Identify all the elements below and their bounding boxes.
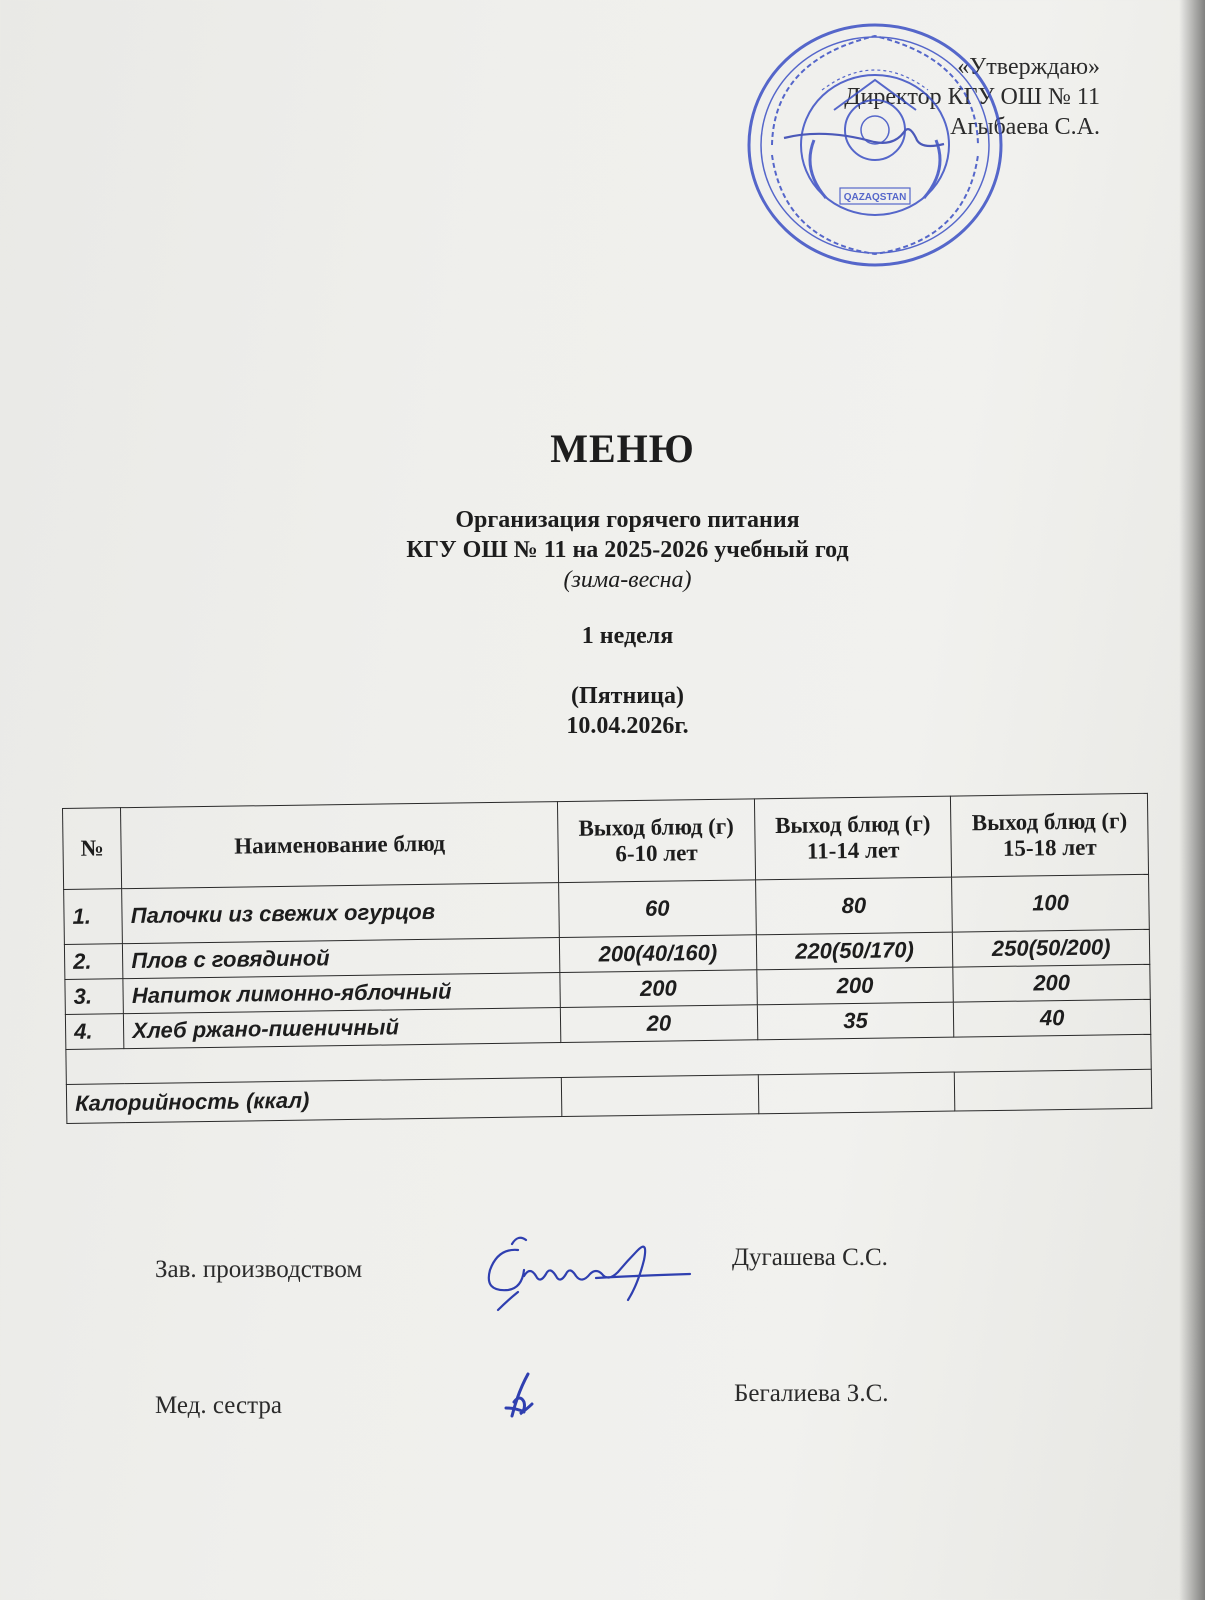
heading-week: 1 неделя: [581, 623, 674, 649]
heading-block: [0, 505, 1205, 741]
heading-line-2: КГУ ОШ № 11 на 2025-2026 учебный год: [406, 537, 849, 563]
row-yield-6-10: 60: [559, 880, 756, 938]
row-yield-15-18: 250(50/200): [953, 929, 1150, 967]
table-header-row: [63, 793, 1149, 889]
row-yield-15-18: 200: [953, 964, 1150, 1002]
header-yield-15-18: Выход блюд (г) 15-18 лет: [951, 793, 1149, 877]
production-role: Зав. производством: [155, 1256, 363, 1283]
heading-date: 10.04.2026г.: [566, 713, 689, 739]
nurse-name: Бегалиева З.С.: [734, 1380, 889, 1407]
approval-line-1: «Утверждаю»: [957, 54, 1100, 80]
row-dish-name: Хлеб ржано-пшеничный: [124, 1008, 561, 1049]
header-number: №: [63, 808, 122, 890]
calories-6-10: [561, 1075, 758, 1117]
calories-11-14: [758, 1072, 955, 1114]
stamp-text: QAZAQSTAN: [843, 192, 907, 203]
document-title: МЕНЮ: [550, 426, 695, 471]
row-dish-name: Палочки из свежих огурцов: [122, 883, 559, 944]
approval-line-3: Агыбаева С.А.: [950, 114, 1100, 140]
row-number: 3.: [65, 979, 124, 1015]
heading-line-1: Организация горячего питания: [455, 507, 800, 533]
nurse-role: Мед. сестра: [155, 1392, 282, 1419]
official-stamp: [744, 20, 1006, 270]
header-dish-name: Наименование блюд: [121, 802, 559, 889]
heading-day: (Пятница): [571, 683, 684, 709]
row-number: 2.: [64, 944, 123, 980]
row-yield-11-14: 35: [757, 1002, 954, 1040]
row-yield-6-10: 20: [560, 1005, 757, 1043]
row-dish-name: Плов с говядиной: [123, 938, 560, 979]
approval-line-2: Директор КГУ ОШ № 11: [844, 84, 1100, 110]
row-yield-6-10: 200: [560, 970, 757, 1008]
row-yield-11-14: 220(50/170): [756, 932, 953, 970]
calories-15-18: [955, 1069, 1152, 1111]
production-signature: [478, 1230, 698, 1320]
menu-table: [62, 793, 1152, 1124]
calories-label: Калорийность (ккал): [66, 1078, 562, 1124]
row-number: 1.: [64, 889, 123, 945]
row-yield-11-14: 80: [755, 877, 952, 935]
row-yield-11-14: 200: [756, 967, 953, 1005]
heading-season: (зима-весна): [563, 567, 692, 593]
row-yield-15-18: 40: [954, 999, 1151, 1037]
production-name: Дугашева С.С.: [732, 1244, 888, 1271]
row-yield-15-18: 100: [952, 874, 1149, 932]
row-yield-6-10: 200(40/160): [559, 935, 756, 973]
nurse-signature: [494, 1368, 554, 1428]
row-number: 4.: [65, 1014, 124, 1050]
row-dish-name: Напиток лимонно-яблочный: [123, 973, 560, 1014]
page-edge-shadow: [1179, 0, 1205, 1600]
header-yield-6-10: Выход блюд (г) 6-10 лет: [557, 799, 755, 883]
header-yield-11-14: Выход блюд (г) 11-14 лет: [754, 796, 952, 880]
